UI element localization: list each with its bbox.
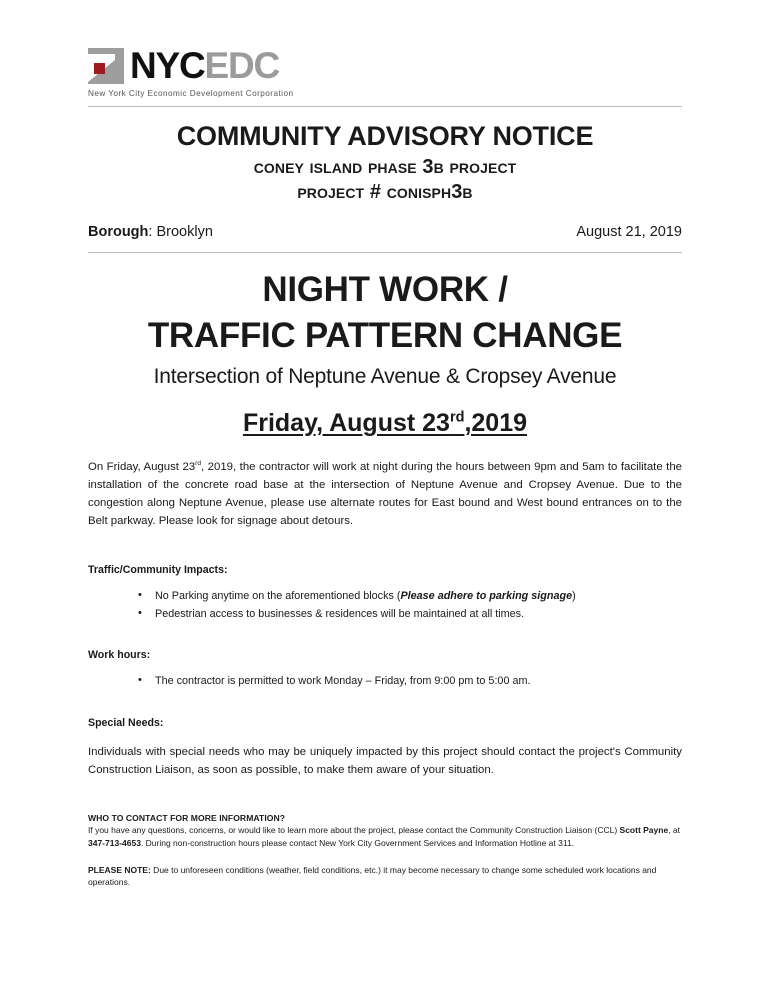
contact-phone: 347-713-4653 [88,837,141,848]
page-title: COMMUNITY ADVISORY NOTICE [176,121,594,151]
headline-subtitle: Intersection of Neptune Avenue & Cropsey Avenue [153,365,617,389]
headline-line-1: NIGHT WORK / [262,270,508,310]
headline-date-ordinal: rd [449,409,465,426]
header-divider-bottom [88,252,682,253]
headline-date [88,409,682,438]
logo-wordmark [130,45,280,86]
borough-label: Borough [88,224,149,241]
nycedc-logo-mark-icon [88,48,124,84]
list-item [138,588,682,605]
headline [88,267,682,358]
contact-section [88,813,682,890]
please-note [88,864,682,890]
logo-wordmark-primary: NYC [130,45,205,86]
work-hours-label: Work hours: [88,649,151,662]
bullet-text-before: Pedestrian access to businesses & residences will be maintained at all times. [155,607,525,620]
intro-paragraph [88,458,682,530]
work-hours-list [88,673,682,690]
document-content [88,0,682,889]
contact-text-3: . During non-construction hours please contact New York City Government Services and Information Hotline at 311. [140,837,575,848]
contact-text-2: , at [668,824,680,835]
contact-paragraph [88,824,682,850]
bullet-text-before: No Parking anytime on the aforementioned blocks ( [155,590,401,603]
bullet-text-before: The contractor is permitted to work Monday – Friday, from 9:00 pm to 5:00 am. [155,675,531,688]
headline-line-2: TRAFFIC PATTERN CHANGE [147,315,623,355]
meta-row [88,224,682,240]
please-note-label: PLEASE NOTE: [88,864,151,875]
borough-field [88,224,213,240]
headline-date-prefix: Friday, August 23 [242,409,450,438]
borough-value: : Brooklyn [148,224,213,241]
contact-text-1: If you have any questions, concerns, or would like to learn more about the project, please contact the Community Construction Liaison (CCL) [88,824,620,835]
bullet-emphasis: Please adhere to parking signage [400,590,573,603]
headline-date-suffix: ,2019 [464,409,528,438]
header-divider-top [88,106,682,107]
list-item [138,606,682,623]
logo-wordmark-secondary: EDC [204,45,280,86]
please-note-text: Due to unforeseen conditions (weather, field conditions, etc.) it may become necessary to change some scheduled work locations and operations. [88,864,657,888]
nycedc-logo [88,0,682,98]
bullet-text-after: ) [572,590,576,603]
intro-part-1: On Friday, August 23 [88,461,196,474]
special-needs-paragraph: Individuals with special needs who may be uniquely impacted by this project should contact the project's Community Construction Liaison, as soon as possible, to make them aware of your situation. [88,745,682,776]
traffic-impacts-list [88,588,682,623]
project-name-line: coney island phase 3b project [253,156,517,179]
intro-ordinal: rd [195,460,202,468]
logo-row [88,44,682,84]
contact-name: Scott Payne [619,824,669,835]
logo-tagline: New York City Economic Development Corporation [88,89,294,98]
notice-date: August 21, 2019 [576,224,682,241]
list-item [138,673,682,690]
special-needs-label: Special Needs: [88,716,164,729]
project-number-line: project # conisph3b [297,180,473,203]
intro-part-2: , 2019, the contractor will work at night during the hours between 9pm and 5am to facilitate the installation of the concrete road base at the intersection of Neptune Avenue and Cropsey Avenue. Due to the congestion along Neptune Avenue, please use alternate routes for East bound and West bound entrances on to the Belt parkway. Please look for signage about detours. [88,461,682,528]
traffic-impacts-label: Traffic/Community Impacts: [88,564,228,577]
contact-heading: WHO TO CONTACT FOR MORE INFORMATION? [88,812,286,823]
